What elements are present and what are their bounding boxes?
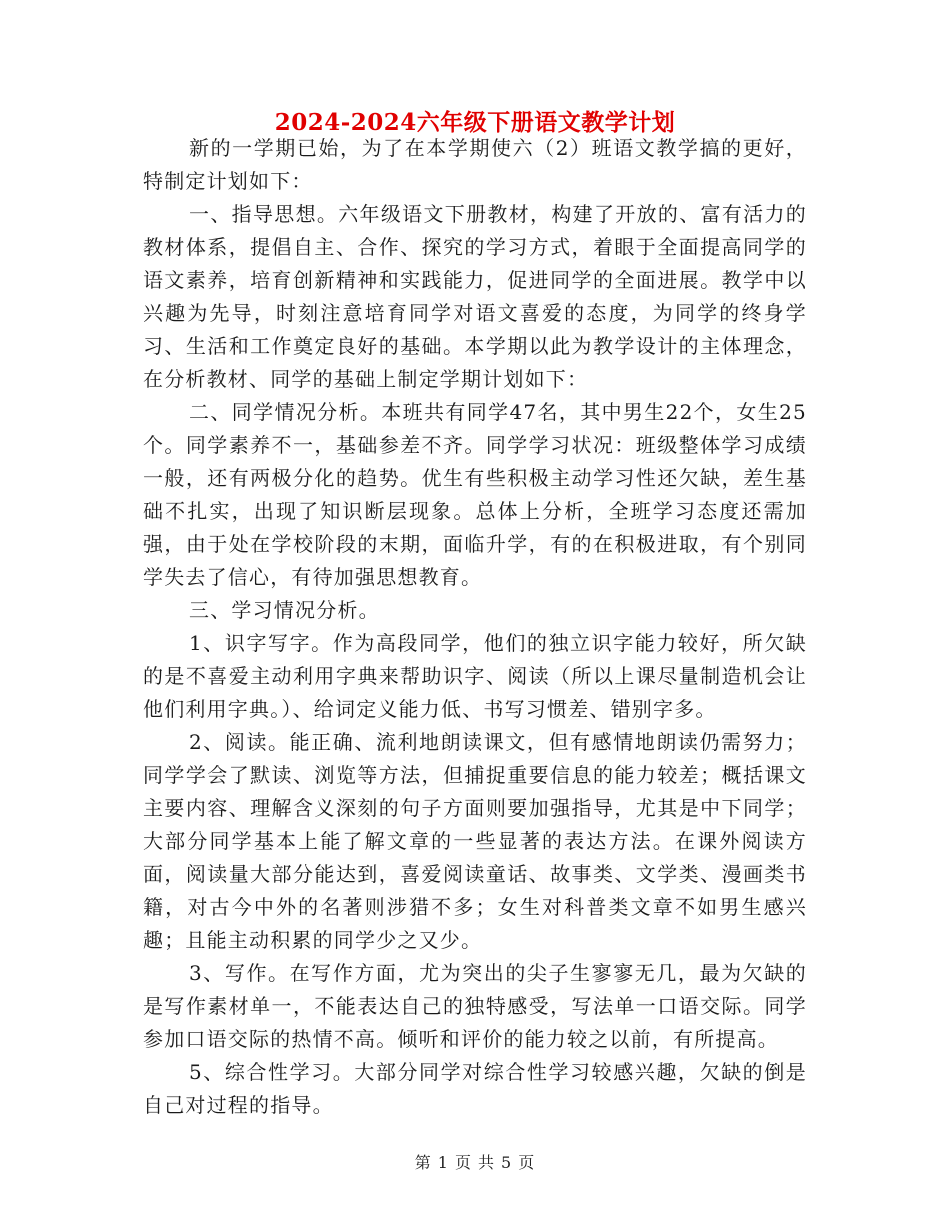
paragraph-guiding-thought: 一、指导思想。六年级语文下册教材，构建了开放的、富有活力的教材体系，提倡自主、合作、探究的学习方式，着眼于全面提高同学的语文素养，培育创新精神和实践能力，促进同学的全面进展。教学中以兴趣为先导，时刻注意培育同学对语文喜爱的态度，为同学的终身学习、生活和工作奠定良好的基础。本学期以此为教学设计的主体理念，在分析教材、同学的基础上制定学期计划如下： [143, 202, 807, 391]
paragraph-student-analysis: 二、同学情况分析。本班共有同学47名，其中男生22个，女生25个。同学素养不一，基础参差不齐。同学学习状况：班级整体学习成绩一般，还有两极分化的趋势。优生有些积极主动学习性还欠缺，差生基础不扎实，出现了知识断层现象。总体上分析，全班学习态度还需加强，由于处在学校阶段的末期，面临升学，有的在积极进取，有个别同学失去了信心，有待加强思想教育。 [143, 400, 807, 589]
document-body [143, 132, 807, 1122]
paragraph-learning-analysis-heading: 三、学习情况分析。 [189, 598, 380, 622]
page-footer [0, 1153, 950, 1173]
footer-total-unit: 页 [518, 1153, 536, 1172]
paragraph-writing: 3、写作。在写作方面，尤为突出的尖子生寥寥无几，最为欠缺的是写作素材单一，不能表达自己的独特感受，写法单一口语交际。同学参加口语交际的热情不高。倾听和评价的能力较之以前，有所提高。 [143, 961, 807, 1051]
document-title: 2024-2024六年级下册语文教学计划 [274, 109, 676, 136]
paragraph-integrated-learning: 5、综合性学习。大部分同学对综合性学习较感兴趣，欠缺的倒是自己对过程的指导。 [143, 1060, 807, 1117]
footer-prefix: 第 [414, 1153, 432, 1172]
footer-page-unit: 页 [454, 1153, 472, 1172]
paragraph-intro: 新的一学期已始，为了在本学期使六（2）班语文教学搞的更好，特制定计划如下： [143, 136, 807, 193]
paragraph-reading: 2、阅读。能正确、流利地朗读课文，但有感情地朗读仍需努力；同学学会了默读、浏览等方法，但捕捉重要信息的能力较差；概括课文主要内容、理解含义深刻的句子方面则要加强指导，尤其是中下同学；大部分同学基本上能了解文章的一些显著的表达方法。在课外阅读方面，阅读量大部分能达到，喜爱阅读童话、故事类、文学类、漫画类书籍，对古今中外的名著则涉猎不多；女生对科普类文章不如男生感兴趣；且能主动积累的同学少之又少。 [143, 730, 807, 952]
footer-total-prefix: 共 [478, 1153, 496, 1172]
paragraph-literacy: 1、识字写字。作为高段同学，他们的独立识字能力较好，所欠缺的是不喜爱主动利用字典来帮助识字、阅读（所以上课尽量制造机会让他们利用字典。）、给词定义能力低、书写习惯差、错别字多。 [143, 631, 807, 721]
footer-page-number: 1 [437, 1153, 449, 1172]
footer-total-pages: 5 [501, 1153, 513, 1172]
